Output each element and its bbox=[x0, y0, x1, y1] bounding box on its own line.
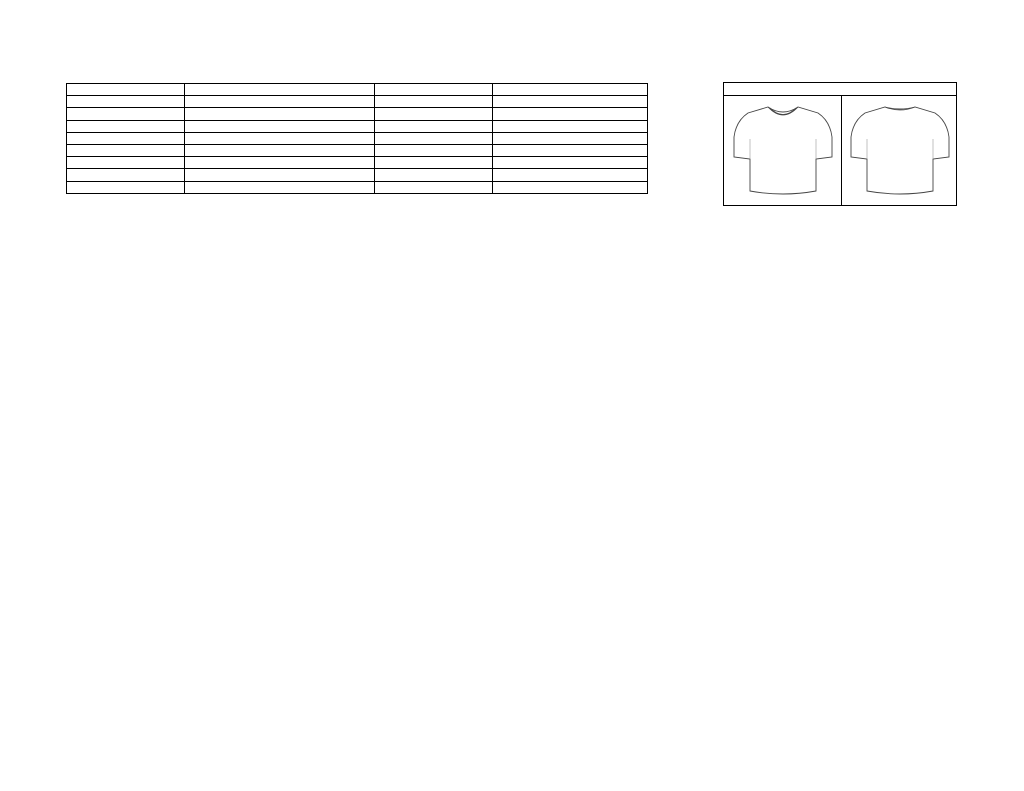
header-label bbox=[375, 84, 493, 96]
header-value bbox=[493, 84, 648, 96]
header-value bbox=[493, 120, 648, 132]
header-value bbox=[185, 120, 375, 132]
header-label bbox=[375, 108, 493, 120]
header-row bbox=[67, 169, 648, 181]
header-label bbox=[67, 132, 185, 144]
header-value bbox=[493, 181, 648, 193]
sketch-divider bbox=[841, 95, 842, 205]
header-value bbox=[185, 169, 375, 181]
header-row bbox=[67, 181, 648, 193]
header-value bbox=[493, 169, 648, 181]
header-label bbox=[375, 169, 493, 181]
brand-name bbox=[724, 83, 956, 96]
tshirt-front-sketch bbox=[730, 101, 836, 201]
header-value bbox=[185, 157, 375, 169]
header-row bbox=[67, 120, 648, 132]
header-value bbox=[493, 108, 648, 120]
header-row bbox=[67, 96, 648, 108]
header-value bbox=[493, 96, 648, 108]
header-row bbox=[67, 157, 648, 169]
header-label bbox=[375, 144, 493, 156]
tshirt-back-sketch bbox=[847, 101, 953, 201]
header-label bbox=[375, 157, 493, 169]
header-value bbox=[185, 84, 375, 96]
header-label bbox=[67, 84, 185, 96]
header-label bbox=[67, 157, 185, 169]
header-label bbox=[67, 144, 185, 156]
header-value bbox=[185, 96, 375, 108]
header-label bbox=[67, 108, 185, 120]
header-value bbox=[185, 108, 375, 120]
header-value bbox=[185, 144, 375, 156]
style-info-table bbox=[66, 83, 648, 194]
header-value bbox=[493, 144, 648, 156]
header-row bbox=[67, 144, 648, 156]
header-value bbox=[185, 132, 375, 144]
header-value bbox=[493, 132, 648, 144]
header-label bbox=[375, 181, 493, 193]
sketch-panel bbox=[723, 82, 957, 206]
header-value bbox=[493, 157, 648, 169]
header-label bbox=[67, 181, 185, 193]
header-label bbox=[375, 96, 493, 108]
header-row bbox=[67, 84, 648, 96]
header-label bbox=[67, 120, 185, 132]
header-value bbox=[185, 181, 375, 193]
header-row bbox=[67, 108, 648, 120]
header-label bbox=[375, 132, 493, 144]
header-label bbox=[67, 96, 185, 108]
header-label bbox=[375, 120, 493, 132]
header-row bbox=[67, 132, 648, 144]
header-label bbox=[67, 169, 185, 181]
